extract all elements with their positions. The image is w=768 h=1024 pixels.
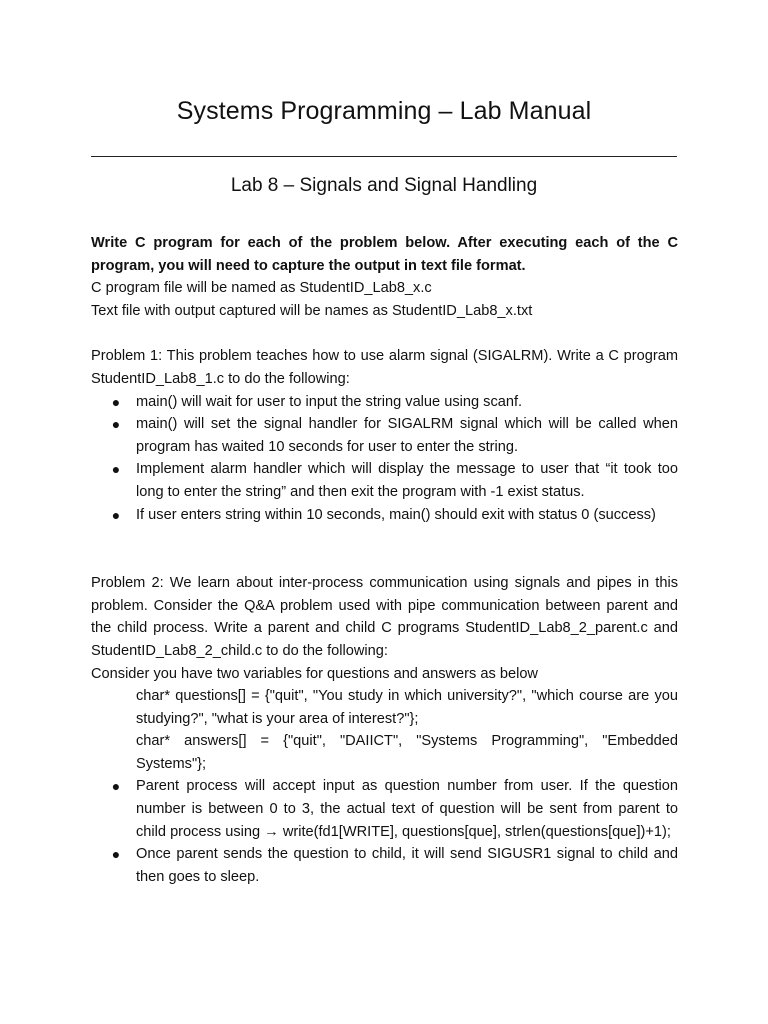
- list-item-text: Once parent sends the question to child, it will send SIGUSR1 signal to child and then goes to sleep.: [136, 846, 678, 885]
- problem2-consider-line: Consider you have two variables for questions and answers as below: [91, 665, 538, 682]
- page-title: Systems Programming – Lab Manual: [176, 97, 592, 125]
- bullet-dot-icon: ●: [111, 846, 121, 863]
- problem2-intro: Problem 2: We learn about inter-process communication using signals and pipes in this problem. Consider the Q&A problem used with pipe communication between parent and the child process. Write a parent and child C programs StudentID_Lab8_2_parent.c and StudentID_Lab8_2_child.c to do the following:: [91, 575, 678, 659]
- list-item-text: If user enters string within 10 seconds, main() should exit with status 0 (success): [136, 506, 656, 523]
- list-item: [91, 391, 678, 414]
- list-item: [91, 843, 678, 888]
- problem1-list: [91, 391, 678, 527]
- lab-subtitle: Lab 8 – Signals and Signal Handling: [230, 175, 538, 196]
- list-item-text: main() will set the signal handler for SIGALRM signal which will be called when program has waited 10 seconds for user to enter the string.: [136, 416, 678, 455]
- bullet-dot-icon: ●: [111, 506, 121, 523]
- bullet-dot-icon: ●: [111, 778, 121, 795]
- intro-output-line: Text file with output captured will be names as StudentID_Lab8_x.txt: [91, 302, 533, 319]
- list-item-text: main() will wait for user to input the string value using scanf.: [136, 393, 523, 410]
- list-item: [91, 413, 678, 458]
- intro-instructions: Write C program for each of the problem below. After executing each of the C program, you will need to capture the output in text file format.: [91, 235, 678, 274]
- problem2-list: [91, 775, 678, 888]
- bullet-dot-icon: ●: [111, 416, 121, 433]
- problem1-intro: Problem 1: This problem teaches how to use alarm signal (SIGALRM). Write a C program StudentID_Lab8_1.c to do the following:: [91, 348, 678, 387]
- questions-array-code: char* questions[] = {"quit", "You study in which university?", "which course are you studying?", "what is your area of interest?"};: [136, 688, 678, 727]
- bullet-dot-icon: ●: [111, 461, 121, 478]
- document-body: [91, 232, 678, 888]
- answers-array-code: char* answers[] = {"quit", "DAIICT", "Systems Programming", "Embedded Systems"};: [136, 733, 678, 772]
- list-item-text: Parent process will accept input as question number from user. If the question number is between 0 to 3, the actual text of question will be sent from parent to child process using → write(fd1[WRITE], questions[que], strlen(questions[que])+1);: [136, 778, 678, 840]
- spacer: [91, 322, 678, 345]
- title-divider: [91, 156, 677, 157]
- bullet-dot-icon: ●: [111, 393, 121, 410]
- intro-filename-line: C program file will be named as StudentID_Lab8_x.c: [91, 280, 432, 297]
- list-item-text: Implement alarm handler which will display the message to user that “it took too long to enter the string” and then exit the program with -1 exist status.: [136, 461, 678, 500]
- list-item: [91, 504, 678, 527]
- list-item: [91, 775, 678, 843]
- list-item: [91, 458, 678, 503]
- spacer: [91, 526, 678, 572]
